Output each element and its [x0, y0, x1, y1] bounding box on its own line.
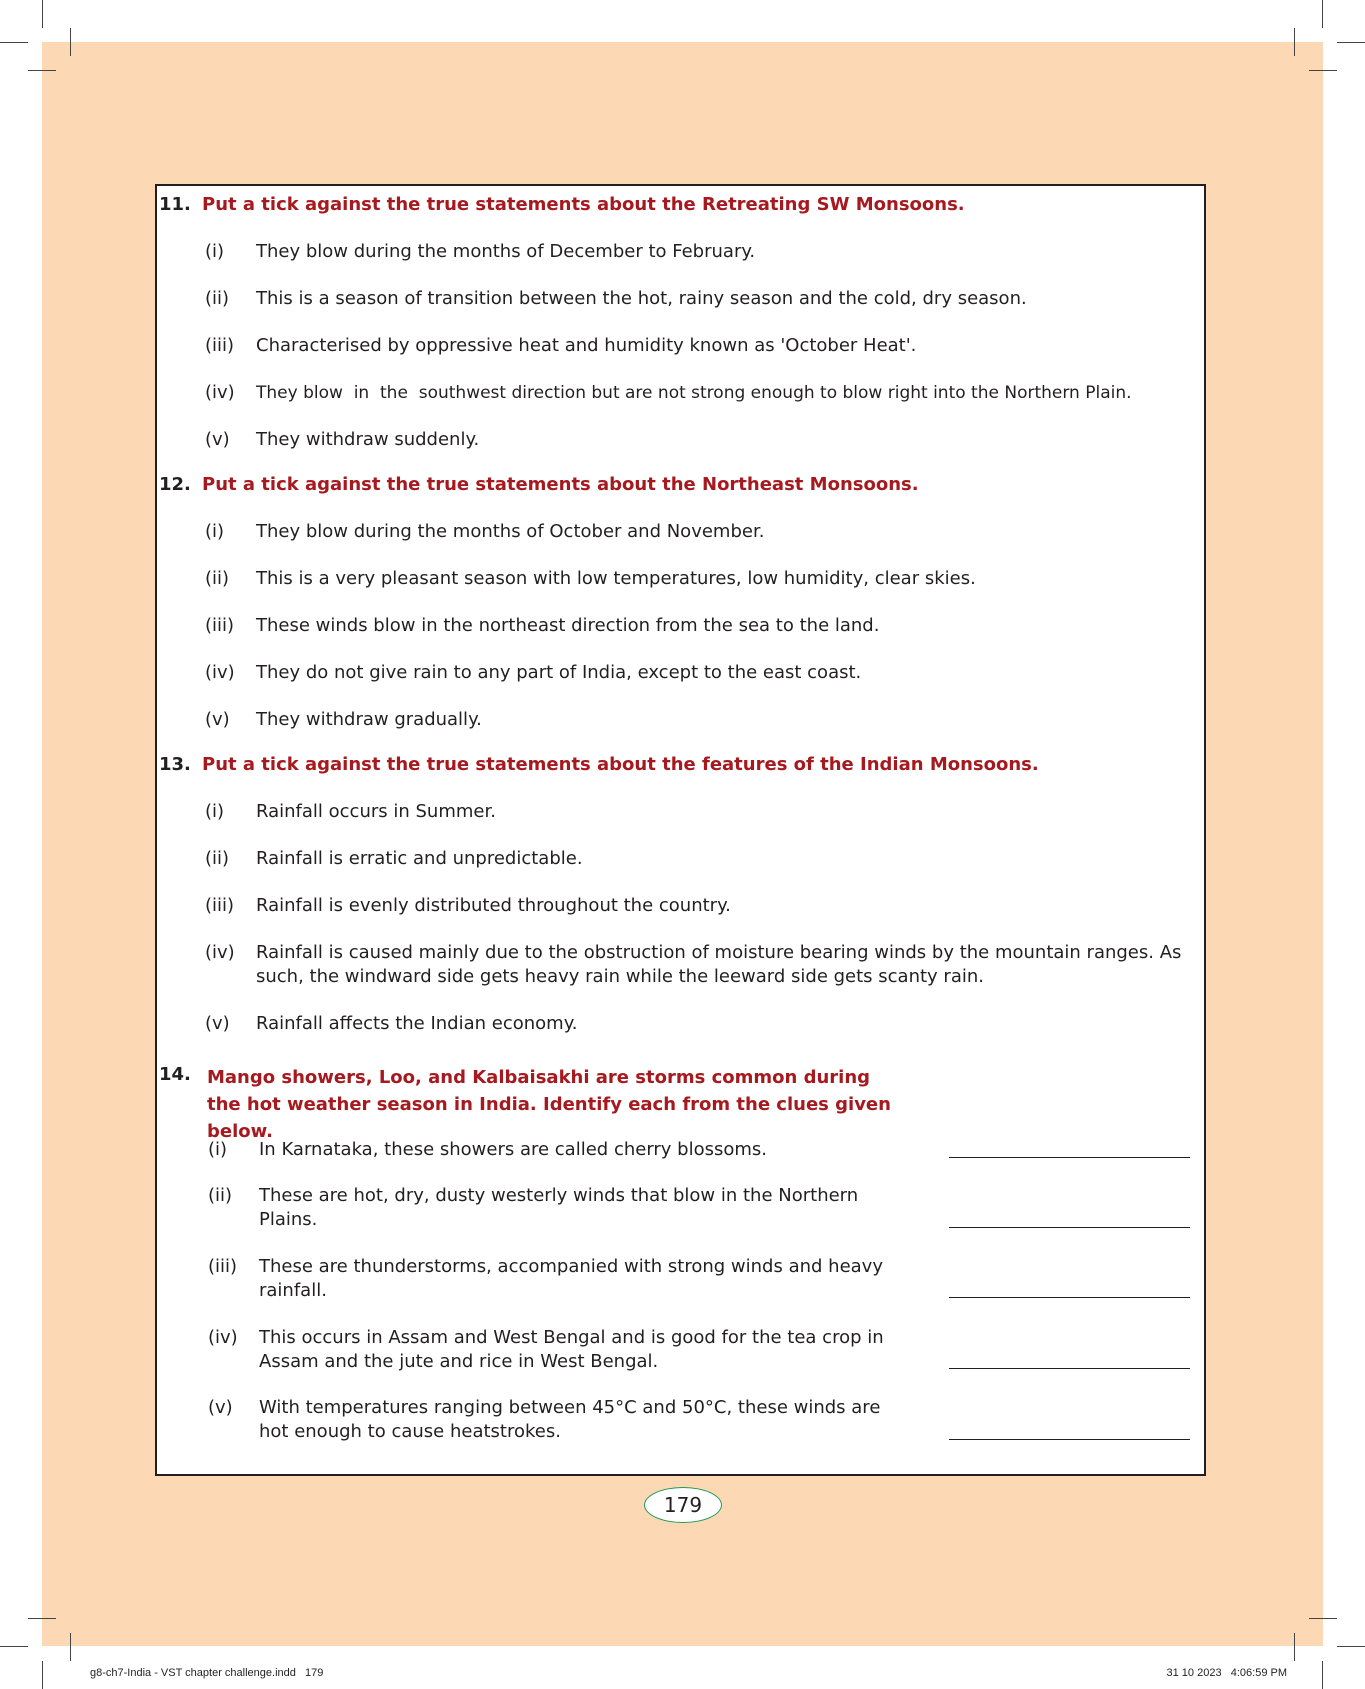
- question-11: [159, 194, 965, 215]
- questions-box: [155, 184, 1206, 1476]
- item-text: This occurs in Assam and West Bengal and is good for the tea crop in Assam and the jute and rice in West Bengal.: [259, 1327, 884, 1372]
- question-text: Put a tick against the true statements about the Northeast Monsoons.: [202, 474, 919, 495]
- question-14: [159, 1064, 919, 1145]
- item-text: They blow during the months of October and November.: [256, 521, 765, 542]
- item-text: With temperatures ranging between 45°C and 50°C, these winds are hot enough to cause heatstrokes.: [259, 1397, 881, 1442]
- item-numeral: (iii): [205, 615, 235, 636]
- crop-mark: [42, 0, 43, 28]
- item-numeral: (i): [205, 521, 225, 542]
- crop-mark: [28, 70, 56, 71]
- item-numeral: (iv): [205, 662, 235, 683]
- question-number: 13.: [159, 754, 191, 775]
- item-text: These are thunderstorms, accompanied with strong winds and heavy rainfall.: [259, 1256, 883, 1301]
- crop-mark: [1309, 70, 1337, 71]
- page-number: 179: [644, 1487, 722, 1523]
- slug-timestamp: 31 10 2023 4:06:59 PM: [1166, 1667, 1287, 1679]
- slug-filename: g8-ch7-India - VST chapter challenge.indd 179: [90, 1667, 324, 1679]
- item-numeral: (i): [205, 801, 225, 822]
- answer-blank[interactable]: [949, 1227, 1190, 1228]
- item-text: They withdraw gradually.: [256, 709, 482, 730]
- item-text: Rainfall is caused mainly due to the obstruction of moisture bearing winds by the mountain ranges. As such, the windward side gets heavy rain while the leeward side gets scanty rain.: [256, 942, 1182, 987]
- crop-mark: [1294, 1633, 1295, 1661]
- item-text: This is a season of transition between the hot, rainy season and the cold, dry season.: [256, 288, 1027, 309]
- crop-mark: [0, 1646, 28, 1647]
- item-numeral: (i): [208, 1139, 228, 1160]
- item-text: In Karnataka, these showers are called cherry blossoms.: [259, 1139, 768, 1160]
- item-numeral: (ii): [208, 1185, 233, 1206]
- crop-mark: [1322, 0, 1323, 28]
- crop-mark: [70, 28, 71, 56]
- item-text: They blow in the southwest direction but are not strong enough to blow right into the Northern Plain.: [256, 383, 1132, 403]
- crop-mark: [1322, 1661, 1323, 1689]
- crop-mark: [1337, 1646, 1365, 1647]
- item-text: They blow during the months of December to February.: [256, 241, 756, 262]
- item-text: Rainfall occurs in Summer.: [256, 801, 496, 822]
- crop-mark: [1337, 42, 1365, 43]
- item-text: These are hot, dry, dusty westerly winds that blow in the Northern Plains.: [259, 1185, 859, 1230]
- item-numeral: (i): [205, 241, 225, 262]
- question-13: [159, 754, 1039, 775]
- item-numeral: (v): [205, 429, 230, 450]
- answer-blank[interactable]: [949, 1297, 1190, 1298]
- question-number: 12.: [159, 474, 191, 495]
- answer-blank[interactable]: [949, 1157, 1190, 1158]
- item-numeral: (iv): [205, 942, 235, 963]
- item-numeral: (ii): [205, 288, 230, 309]
- item-text: Rainfall affects the Indian economy.: [256, 1013, 578, 1034]
- crop-mark: [1309, 1618, 1337, 1619]
- question-number: 11.: [159, 194, 191, 215]
- item-numeral: (v): [205, 1013, 230, 1034]
- crop-mark: [70, 1633, 71, 1661]
- item-text: These winds blow in the northeast direction from the sea to the land.: [256, 615, 880, 636]
- answer-blank[interactable]: [949, 1439, 1190, 1440]
- item-numeral: (iv): [208, 1327, 238, 1348]
- answer-blank[interactable]: [949, 1368, 1190, 1369]
- crop-mark: [1294, 28, 1295, 56]
- item-text: They do not give rain to any part of India, except to the east coast.: [256, 662, 862, 683]
- question-12: [159, 474, 919, 495]
- item-text: This is a very pleasant season with low temperatures, low humidity, clear skies.: [256, 568, 976, 589]
- question-text: Put a tick against the true statements about the Retreating SW Monsoons.: [202, 194, 965, 215]
- item-text: Characterised by oppressive heat and humidity known as 'October Heat'.: [256, 335, 917, 356]
- crop-mark: [28, 1618, 56, 1619]
- item-numeral: (iii): [205, 335, 235, 356]
- item-text: Rainfall is evenly distributed throughout the country.: [256, 895, 731, 916]
- question-text: Mango showers, Loo, and Kalbaisakhi are storms common during the hot weather season in India. Identify each from the clues given below.: [207, 1067, 891, 1142]
- item-numeral: (v): [208, 1397, 233, 1418]
- item-text: Rainfall is erratic and unpredictable.: [256, 848, 583, 869]
- item-numeral: (iii): [208, 1256, 238, 1277]
- item-numeral: (iii): [205, 895, 235, 916]
- item-text: They withdraw suddenly.: [256, 429, 480, 450]
- item-numeral: (iv): [205, 382, 235, 403]
- crop-mark: [42, 1661, 43, 1689]
- item-numeral: (ii): [205, 568, 230, 589]
- question-number: 14.: [159, 1064, 191, 1085]
- item-numeral: (ii): [205, 848, 230, 869]
- question-text: Put a tick against the true statements about the features of the Indian Monsoons.: [202, 754, 1039, 775]
- crop-mark: [0, 42, 28, 43]
- item-numeral: (v): [205, 709, 230, 730]
